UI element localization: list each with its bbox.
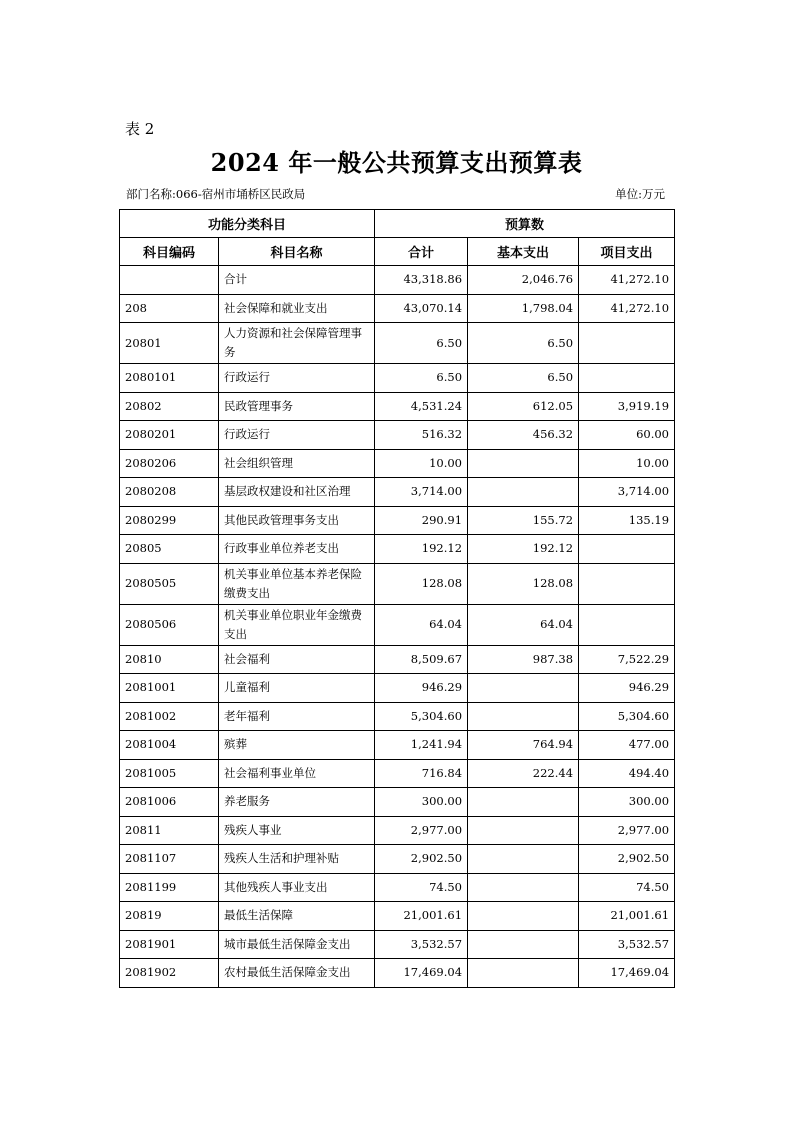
cell-total: 10.00 <box>375 449 468 478</box>
cell-name: 行政事业单位养老支出 <box>219 535 375 564</box>
table-row <box>120 845 675 874</box>
cell-total: 946.29 <box>375 674 468 703</box>
table-row <box>120 873 675 902</box>
table-row <box>120 930 675 959</box>
cell-code: 2081902 <box>120 959 219 988</box>
cell-name: 人力资源和社会保障管理事务 <box>219 323 375 364</box>
cell-total: 516.32 <box>375 421 468 450</box>
table-row <box>120 294 675 323</box>
cell-name: 最低生活保障 <box>219 902 375 931</box>
cell-project: 60.00 <box>579 421 675 450</box>
column-header-project: 项目支出 <box>579 238 675 266</box>
budget-table <box>119 209 675 988</box>
cell-project: 21,001.61 <box>579 902 675 931</box>
cell-total: 3,532.57 <box>375 930 468 959</box>
cell-name: 残疾人事业 <box>219 816 375 845</box>
cell-basic: 155.72 <box>468 506 579 535</box>
column-header-name: 科目名称 <box>219 238 375 266</box>
table-row <box>120 674 675 703</box>
group-header-function-class: 功能分类科目 <box>120 210 375 238</box>
cell-name: 城市最低生活保障金支出 <box>219 930 375 959</box>
cell-basic <box>468 449 579 478</box>
cell-total: 290.91 <box>375 506 468 535</box>
table-row <box>120 266 675 295</box>
cell-basic: 64.04 <box>468 604 579 645</box>
cell-project: 41,272.10 <box>579 266 675 295</box>
cell-project: 74.50 <box>579 873 675 902</box>
cell-total: 6.50 <box>375 364 468 393</box>
table-row <box>120 645 675 674</box>
page-title: 2024 年一般公共预算支出预算表 <box>210 148 583 177</box>
cell-project: 3,532.57 <box>579 930 675 959</box>
table-row <box>120 759 675 788</box>
cell-code: 2081001 <box>120 674 219 703</box>
cell-name: 机关事业单位基本养老保险缴费支出 <box>219 563 375 604</box>
cell-total: 64.04 <box>375 604 468 645</box>
cell-code: 20819 <box>120 902 219 931</box>
cell-project: 17,469.04 <box>579 959 675 988</box>
cell-name: 社会福利 <box>219 645 375 674</box>
cell-code: 2080506 <box>120 604 219 645</box>
cell-total: 716.84 <box>375 759 468 788</box>
column-header-code: 科目编码 <box>120 238 219 266</box>
cell-name: 儿童福利 <box>219 674 375 703</box>
cell-basic: 192.12 <box>468 535 579 564</box>
cell-name: 农村最低生活保障金支出 <box>219 959 375 988</box>
cell-code: 20802 <box>120 392 219 421</box>
cell-basic <box>468 788 579 817</box>
cell-basic <box>468 816 579 845</box>
column-header-total: 合计 <box>375 238 468 266</box>
cell-total: 4,531.24 <box>375 392 468 421</box>
cell-code: 2080101 <box>120 364 219 393</box>
table-row <box>120 702 675 731</box>
table-row <box>120 816 675 845</box>
cell-code: 2080201 <box>120 421 219 450</box>
cell-basic: 6.50 <box>468 364 579 393</box>
cell-total: 300.00 <box>375 788 468 817</box>
cell-code: 2080206 <box>120 449 219 478</box>
cell-name: 其他残疾人事业支出 <box>219 873 375 902</box>
unit-label: 单位:万元 <box>615 187 665 201</box>
table-row <box>120 731 675 760</box>
group-header-budget: 预算数 <box>375 210 675 238</box>
cell-project <box>579 535 675 564</box>
table-row <box>120 364 675 393</box>
cell-project <box>579 323 675 364</box>
table-row <box>120 535 675 564</box>
table-row <box>120 506 675 535</box>
cell-project: 5,304.60 <box>579 702 675 731</box>
cell-project: 494.40 <box>579 759 675 788</box>
table-body <box>120 266 675 988</box>
table-row <box>120 478 675 507</box>
cell-code: 2081005 <box>120 759 219 788</box>
cell-basic: 456.32 <box>468 421 579 450</box>
cell-project: 135.19 <box>579 506 675 535</box>
cell-basic: 6.50 <box>468 323 579 364</box>
cell-basic <box>468 959 579 988</box>
cell-basic <box>468 902 579 931</box>
cell-basic: 612.05 <box>468 392 579 421</box>
cell-total: 5,304.60 <box>375 702 468 731</box>
cell-basic <box>468 873 579 902</box>
cell-code: 20810 <box>120 645 219 674</box>
table-row <box>120 323 675 364</box>
cell-project: 41,272.10 <box>579 294 675 323</box>
cell-total: 17,469.04 <box>375 959 468 988</box>
cell-code: 20801 <box>120 323 219 364</box>
cell-project <box>579 563 675 604</box>
cell-code: 2081199 <box>120 873 219 902</box>
cell-code: 20805 <box>120 535 219 564</box>
cell-total: 128.08 <box>375 563 468 604</box>
table-row <box>120 563 675 604</box>
cell-code: 208 <box>120 294 219 323</box>
cell-name: 民政管理事务 <box>219 392 375 421</box>
cell-code <box>120 266 219 295</box>
cell-basic: 128.08 <box>468 563 579 604</box>
cell-total: 2,902.50 <box>375 845 468 874</box>
cell-basic <box>468 674 579 703</box>
cell-name: 养老服务 <box>219 788 375 817</box>
cell-code: 2081107 <box>120 845 219 874</box>
cell-project: 477.00 <box>579 731 675 760</box>
cell-name: 其他民政管理事务支出 <box>219 506 375 535</box>
cell-total: 21,001.61 <box>375 902 468 931</box>
cell-code: 2080208 <box>120 478 219 507</box>
cell-name: 残疾人生活和护理补贴 <box>219 845 375 874</box>
cell-basic <box>468 478 579 507</box>
department-name: 部门名称:066-宿州市埇桥区民政局 <box>126 187 306 201</box>
table-row <box>120 421 675 450</box>
table-row <box>120 392 675 421</box>
cell-basic: 222.44 <box>468 759 579 788</box>
cell-project: 3,919.19 <box>579 392 675 421</box>
cell-project: 7,522.29 <box>579 645 675 674</box>
cell-name: 老年福利 <box>219 702 375 731</box>
cell-code: 2081006 <box>120 788 219 817</box>
cell-total: 2,977.00 <box>375 816 468 845</box>
table-label: 表 2 <box>125 120 155 138</box>
cell-total: 8,509.67 <box>375 645 468 674</box>
cell-project: 2,977.00 <box>579 816 675 845</box>
cell-basic: 987.38 <box>468 645 579 674</box>
cell-name: 机关事业单位职业年金缴费支出 <box>219 604 375 645</box>
cell-project: 300.00 <box>579 788 675 817</box>
cell-project: 2,902.50 <box>579 845 675 874</box>
cell-total: 43,318.86 <box>375 266 468 295</box>
table-row <box>120 902 675 931</box>
cell-project: 3,714.00 <box>579 478 675 507</box>
cell-code: 2081004 <box>120 731 219 760</box>
cell-project <box>579 364 675 393</box>
cell-total: 3,714.00 <box>375 478 468 507</box>
cell-project: 946.29 <box>579 674 675 703</box>
cell-total: 1,241.94 <box>375 731 468 760</box>
cell-code: 2081002 <box>120 702 219 731</box>
cell-name: 基层政权建设和社区治理 <box>219 478 375 507</box>
cell-total: 74.50 <box>375 873 468 902</box>
cell-name: 殡葬 <box>219 731 375 760</box>
cell-name: 社会福利事业单位 <box>219 759 375 788</box>
cell-code: 20811 <box>120 816 219 845</box>
table-row <box>120 959 675 988</box>
cell-project <box>579 604 675 645</box>
table-row <box>120 604 675 645</box>
column-header-basic: 基本支出 <box>468 238 579 266</box>
cell-basic: 2,046.76 <box>468 266 579 295</box>
cell-name: 行政运行 <box>219 421 375 450</box>
cell-name: 行政运行 <box>219 364 375 393</box>
cell-name: 合计 <box>219 266 375 295</box>
table-row <box>120 788 675 817</box>
cell-name: 社会组织管理 <box>219 449 375 478</box>
cell-project: 10.00 <box>579 449 675 478</box>
cell-total: 192.12 <box>375 535 468 564</box>
table-row <box>120 449 675 478</box>
cell-code: 2081901 <box>120 930 219 959</box>
cell-basic: 764.94 <box>468 731 579 760</box>
cell-code: 2080505 <box>120 563 219 604</box>
cell-name: 社会保障和就业支出 <box>219 294 375 323</box>
cell-basic <box>468 930 579 959</box>
cell-basic <box>468 702 579 731</box>
cell-total: 43,070.14 <box>375 294 468 323</box>
cell-total: 6.50 <box>375 323 468 364</box>
cell-code: 2080299 <box>120 506 219 535</box>
cell-basic: 1,798.04 <box>468 294 579 323</box>
cell-basic <box>468 845 579 874</box>
